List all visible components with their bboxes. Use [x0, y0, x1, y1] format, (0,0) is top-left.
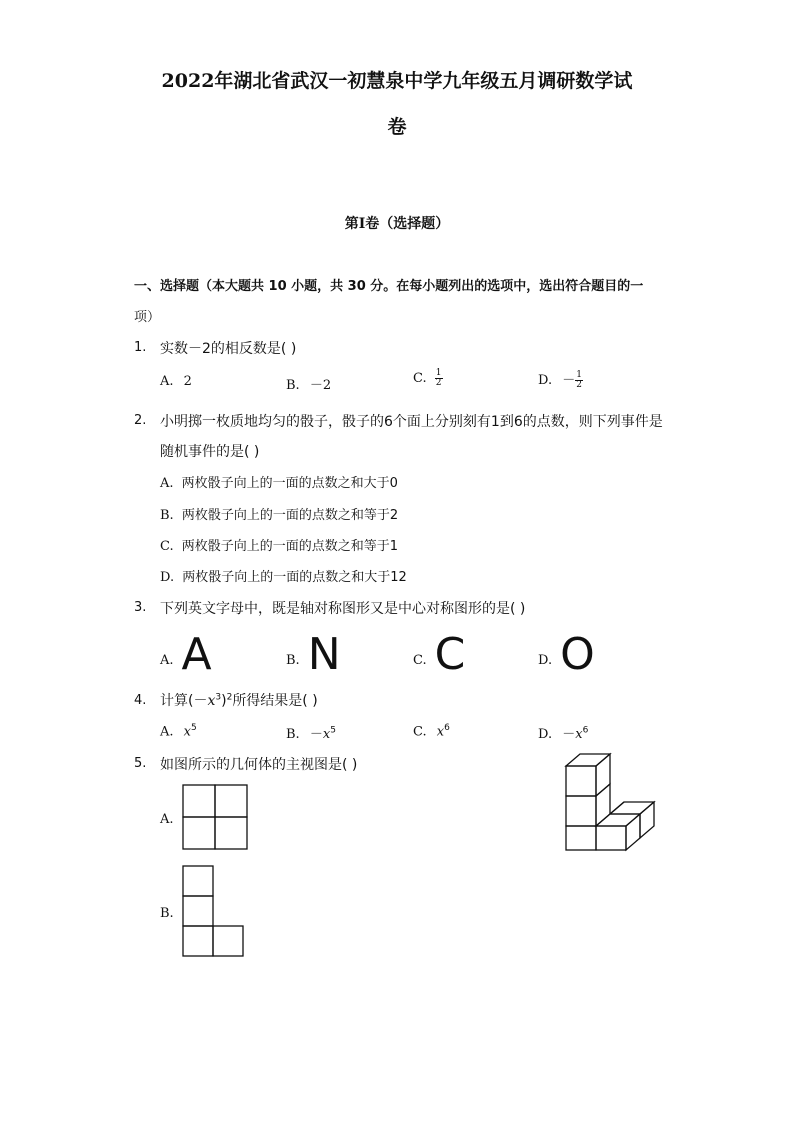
option-text: 两枚骰子向上的一面的点数之和大于12	[182, 570, 407, 585]
option-letter: O	[560, 629, 595, 680]
option-exponent: 6	[582, 725, 589, 736]
option-exponent: 5	[191, 723, 197, 733]
q3-text: 下列英文字母中，既是轴对称图形又是中心对称图形的是( )	[160, 601, 526, 617]
option-text: 两枚骰子向上的一面的点数之和等于2	[181, 508, 399, 523]
q1-option-c[interactable]	[413, 369, 443, 388]
q4-outer-exponent: 2	[226, 692, 233, 703]
q2-option-d[interactable]	[160, 566, 407, 585]
option-label: C.	[160, 539, 174, 554]
q4-close-paren: )	[221, 693, 227, 709]
q4-variable: x	[207, 693, 216, 709]
option-value: 2	[183, 374, 192, 389]
grid-cell	[183, 785, 215, 817]
option-sign: －	[309, 727, 323, 742]
exam-title-line2: 卷	[387, 116, 407, 138]
q4-text	[160, 690, 318, 710]
q2-text-line2: 随机事件的是( )	[160, 444, 260, 460]
option-letter: N	[307, 629, 341, 680]
grid-cell	[183, 817, 215, 849]
option-label: A.	[160, 652, 174, 668]
option-label: C.	[413, 652, 427, 668]
exam-title-line1: 2022年湖北省武汉一初慧泉中学九年级五月调研数学试	[161, 70, 633, 92]
q2-number: 2.	[134, 413, 147, 428]
q5-number: 5.	[134, 756, 147, 771]
q4-inner-exponent: 3	[215, 692, 222, 703]
option-label: C.	[413, 724, 427, 740]
q4-number: 4.	[134, 693, 147, 708]
q2-option-c[interactable]	[160, 535, 398, 554]
q5-solid-figure	[560, 750, 666, 856]
grid-cell	[183, 926, 213, 956]
q4-option-c[interactable]	[413, 723, 450, 739]
q1-option-a[interactable]	[160, 374, 192, 389]
option-variable: x	[322, 727, 331, 742]
option-label: A.	[160, 812, 174, 827]
cube-face	[566, 826, 596, 850]
option-variable: x	[436, 724, 445, 740]
q5-text: 如图所示的几何体的主视图是( )	[160, 757, 358, 773]
grid-cell	[183, 866, 213, 896]
option-value: －2	[309, 378, 332, 393]
option-letter: A	[181, 629, 212, 680]
q2-option-a[interactable]	[160, 472, 398, 491]
cube-face	[596, 826, 626, 850]
cube-side	[640, 802, 654, 838]
option-label: B.	[286, 727, 300, 742]
grid-cell	[215, 817, 247, 849]
option-label: A.	[160, 476, 174, 491]
instructions-line1: 一、选择题（本大题共 10 小题，共 30 分。在每小题列出的选项中，选出符合题目的一	[134, 279, 644, 294]
fraction-numerator: 1	[435, 368, 442, 378]
grid-cell	[183, 896, 213, 926]
option-label: C.	[413, 371, 427, 386]
q2-text-line1: 小明掷一枚质地均匀的骰子，骰子的6个面上分别刻有1到6的点数，则下列事件是	[160, 414, 663, 430]
grid-cell	[215, 785, 247, 817]
q3-option-c[interactable]	[413, 629, 466, 680]
q3-option-b[interactable]	[286, 629, 341, 680]
option-fraction	[435, 369, 443, 388]
fraction-numerator: 1	[576, 370, 582, 380]
option-exponent: 5	[330, 725, 336, 736]
section-heading: 第Ⅰ卷（选择题）	[344, 216, 450, 232]
q3-number: 3.	[134, 600, 147, 615]
option-label: A.	[160, 374, 174, 389]
fraction-denominator: 2	[435, 378, 442, 388]
q1-text: 实数－2的相反数是( )	[160, 341, 297, 357]
option-exponent: 6	[444, 723, 450, 733]
q3-option-d[interactable]	[538, 629, 595, 680]
option-label: D.	[538, 373, 553, 388]
option-label: A.	[160, 724, 174, 740]
q1-number: 1.	[134, 340, 147, 355]
option-fraction	[575, 371, 583, 390]
option-variable: x	[575, 727, 583, 742]
q4-option-d[interactable]	[538, 723, 588, 742]
q4-option-a[interactable]	[160, 723, 197, 739]
option-label: B.	[160, 906, 174, 921]
option-sign: －	[562, 727, 576, 742]
option-label: D.	[538, 727, 553, 742]
q2-option-b[interactable]	[160, 504, 398, 523]
q4-option-b[interactable]	[286, 723, 336, 742]
q4-text-prefix: 计算(－	[160, 693, 208, 709]
q5-option-a-figure[interactable]	[182, 784, 248, 850]
option-text: 两枚骰子向上的一面的点数之和大于0	[181, 476, 398, 491]
option-label: B.	[160, 508, 174, 523]
q5-option-b-figure[interactable]	[182, 865, 246, 957]
cube-face	[566, 766, 596, 796]
option-label: B.	[286, 378, 300, 393]
option-label: D.	[160, 570, 175, 585]
option-text: 两枚骰子向上的一面的点数之和等于1	[181, 539, 399, 554]
option-variable: x	[183, 724, 192, 740]
q5-option-a-label-wrap[interactable]	[160, 812, 174, 827]
q4-text-suffix: 所得结果是( )	[232, 693, 318, 709]
cube-side	[626, 814, 640, 850]
q3-option-a[interactable]	[160, 629, 212, 680]
option-label: B.	[286, 652, 300, 668]
q1-option-b[interactable]	[286, 374, 331, 393]
instructions-line2: 项）	[134, 310, 161, 325]
q5-option-b-label-wrap[interactable]	[160, 906, 174, 921]
cube-face	[566, 796, 596, 826]
grid-cell	[213, 926, 243, 956]
fraction-denominator: 2	[576, 380, 582, 390]
option-label: D.	[538, 652, 553, 668]
option-sign: －	[562, 373, 576, 388]
q1-option-d[interactable]	[538, 369, 583, 390]
option-letter: C	[434, 629, 466, 680]
